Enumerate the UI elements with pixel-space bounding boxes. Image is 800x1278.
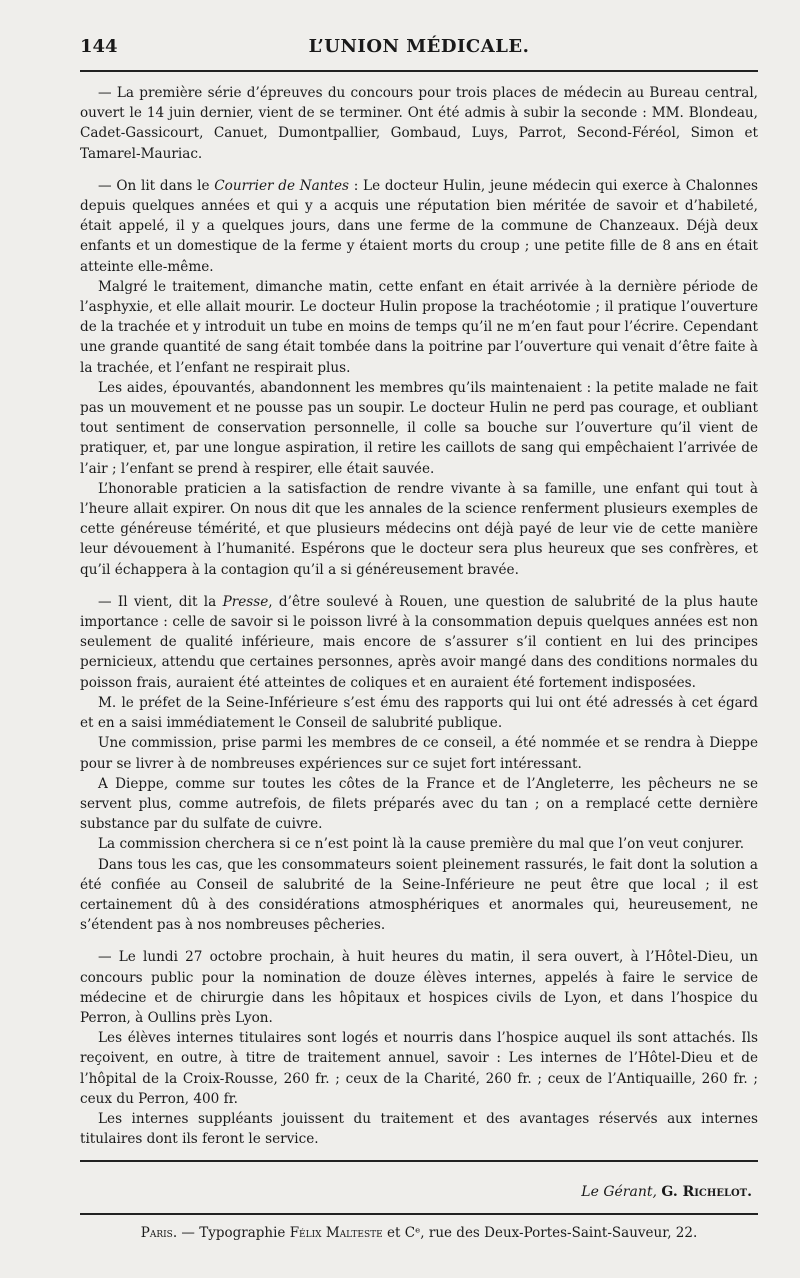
footer-rule-top xyxy=(80,1160,758,1162)
italic-title: Courrier de Nantes xyxy=(214,177,349,194)
paragraph: Les élèves internes titulaires sont logés et nourris dans l’hospice auquel ils sont attachés. Ils reçoivent, en outre, à titre de traitement annuel, savoir : Les internes de l’Hôtel-Dieu et de l’hôpital de la Croix-Rousse, 260 fr. ; ceux de la Charité, 260 fr. ; ceux de l’Antiquaille, 260 fr. ; ceux du Perron, 400 fr. xyxy=(80,1030,758,1107)
footer-rule-bottom xyxy=(80,1213,758,1215)
header-rule xyxy=(80,70,758,72)
page-header xyxy=(80,36,758,64)
page-number: 144 xyxy=(80,36,118,57)
paragraph: — La première série d’épreuves du concours pour trois places de médecin au Bureau central, ouvert le 14 juin dernier, vient de se terminer. Ont été admis à subir la seconde : MM. Blondeau, Cadet-Gassicourt, Canuet, Dumontpallier, Gombaud, Luys, Parrot, Second-Féréol, Simon et Tamarel-Mauriac. xyxy=(80,85,758,162)
article-body xyxy=(80,83,758,1149)
paragraph: — Il vient, dit la Presse, d’être soulevé à Rouen, une question de salubrité de la plus haute importance : celle de savoir si le poisson livré à la consommation depuis quelques années est non seulement de qualité inférieure, mais encore de s’assurer s’il contient en lui des principes pernicieux, attendu que certaines personnes, après avoir mangé dans des conditions normales du poisson frais, auraient été atteintes de coliques et en auraient été fortement indisposées. xyxy=(80,593,758,691)
paragraph: — On lit dans le Courrier de Nantes : Le docteur Hulin, jeune médecin qui exerce à Chalonnes depuis quelques années et qui y a acquis une réputation bien méritée de savoir et d’habileté, était appelé, il y a quelques jours, dans une ferme de la commune de Chanzeaux. Déjà deux enfants et un domestique de la ferme y étaient morts du croup ; une petite fille de 8 ans en était atteinte elle-même. xyxy=(80,177,759,275)
paragraph: La commission cherchera si ce n’est point là la cause première du mal que l’on veut conjurer. xyxy=(98,836,745,853)
paragraph: L’honorable praticien a la satisfaction de rendre vivante à sa famille, une enfant qui tout à l’heure allait expirer. On nous dit que les annales de la science renferment plusieurs exemples de cette généreuse témérité, et que plusieurs médecins ont déjà payé de leur vie de cette manière leur dévouement à l’humanité. Espérons que le docteur sera plus heureux que ses confrères, et qu’il échappera à la contagion qu’il a si généreusement bravée. xyxy=(80,480,758,578)
imprint-printer: Félix Malteste xyxy=(289,1225,383,1241)
paragraph: Les internes suppléants jouissent du traitement et des avantages réservés aux internes titulaires dont ils feront le service. xyxy=(80,1110,758,1148)
paragraph: Les aides, épouvantés, abandonnent les membres qu’ils maintenaient : la petite malade ne fait pas un mouvement et ne pousse pas un soupir. Le docteur Hulin ne perd pas courage, et oubliant tout sentiment de conservation personnelle, il colle sa bouche sur l’ouverture qu’il vient de pratiquer, et, par une longue aspiration, il retire les caillots de sang qui empêchaient l’arrivée de l’air ; l’enfant se prend à respirer, elle était sauvée. xyxy=(80,379,758,477)
imprint-city: Paris. xyxy=(140,1225,178,1241)
paragraph: — Le lundi 27 octobre prochain, à huit heures du matin, il sera ouvert, à l’Hôtel-Dieu, un concours public pour la nomination de douze élèves internes, appelés à faire le service de médecine et de chirurgie dans les hôpitaux et hospices civils de Lyon, et dans l’hospice du Perron, à Oullins près Lyon. xyxy=(80,949,758,1026)
imprint-address: et Cᵉ, rue des Deux-Portes-Saint-Sauveur, 22. xyxy=(387,1225,698,1241)
paragraph: Malgré le traitement, dimanche matin, cette enfant en était arrivée à la dernière période de l’asphyxie, et elle allait mourir. Le docteur Hulin propose la trachéotomie ; il pratique l’ouverture de la trachée et y introduit un tube en moins de temps qu’il ne m’en faut pour l’écrire. Cependant une grande quantité de sang était tombée dans la poitrine par l’ouverture qui venait d’être faite à la trachée, et l’enfant ne respirait plus. xyxy=(80,278,758,376)
running-title: L’UNION MÉDICALE. xyxy=(308,36,530,57)
signature-label: Le Gérant, xyxy=(581,1184,657,1200)
signature xyxy=(581,1184,752,1200)
printer-imprint xyxy=(80,1225,758,1241)
paragraph: Dans tous les cas, que les consommateurs soient pleinement rassurés, le fait dont la solution a été confiée au Conseil de salubrité de la Seine-Inférieure ne peut être que local ; il est certainement dû à des considérations atmosphériques et anormales qui, heureusement, ne s’étendent pas à nos nombreuses pêcheries. xyxy=(80,856,758,934)
paragraph: Une commission, prise parmi les membres de ce conseil, a été nommée et se rendra à Dieppe pour se livrer à de nombreuses expériences sur ce sujet fort intéressant. xyxy=(80,735,758,772)
paragraph: A Dieppe, comme sur toutes les côtes de la France et de l’Angleterre, les pêcheurs ne se servent plus, comme autrefois, de filets préparés avec du tan ; on a remplacé cette dernière substance par du sulfate de cuivre. xyxy=(80,775,758,833)
italic-title: Presse xyxy=(222,593,269,610)
signature-name: G. Richelot. xyxy=(661,1184,752,1200)
imprint-prefix: — Typographie xyxy=(181,1225,286,1241)
paragraph: M. le préfet de la Seine-Inférieure s’est ému des rapports qui lui ont été adressés à cet égard et en a saisi immédiatement le Conseil de salubrité publique. xyxy=(80,694,758,732)
